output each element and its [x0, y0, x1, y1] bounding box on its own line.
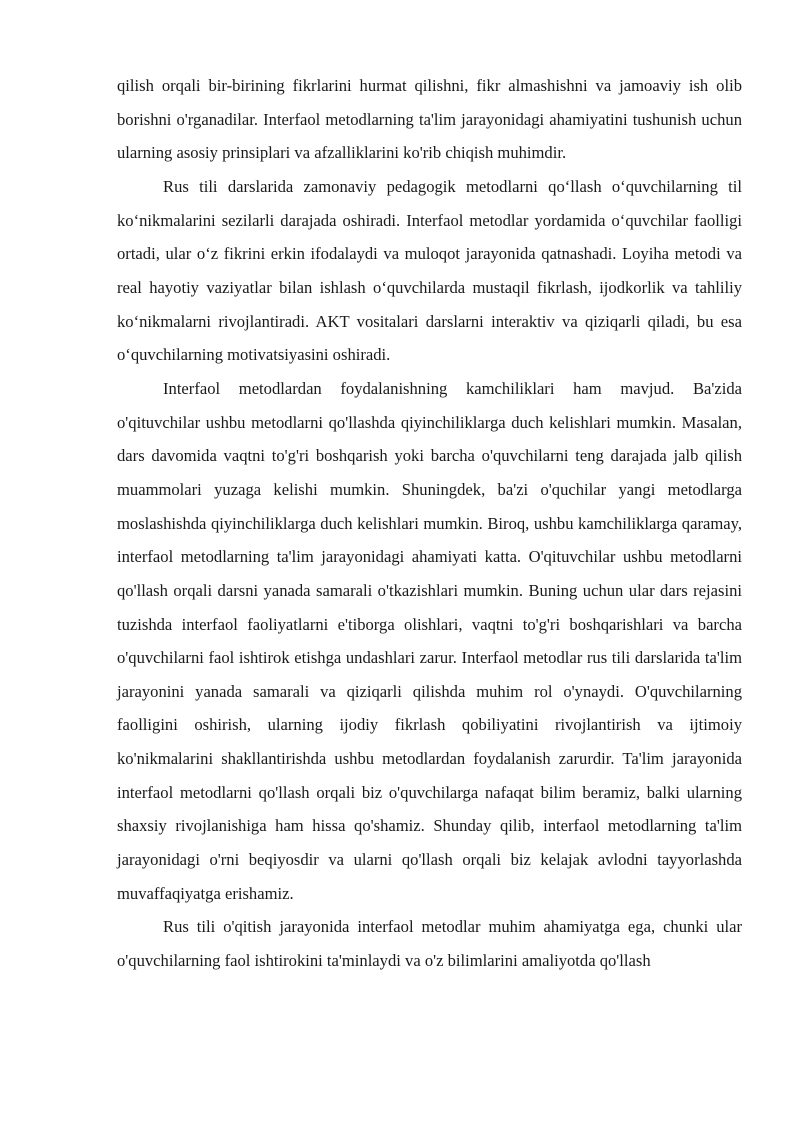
paragraph-modern-methods: Rus tili darslarida zamonaviy pedagogik metodlarni qo‘llash o‘quvchilarning til ko‘nikmalarini sezilarli darajada oshiradi. Interfaol metodlar yordamida o‘quvchilar faolligi ortadi, ular o‘z fikrini erkin ifodalaydi va muloqot jarayonida qatnashadi. Loyiha metodi va real hayotiy vaziyatlar bilan ishlash o‘quvchilarda mustaqil fikrlash, ijodkorlik va tahliliy ko‘nikmalarni rivojlantiradi. AKT vositalari darslarni interaktiv va qiziqarli qiladi, bu esa o‘quvchilarning motivatsiyasini oshiradi. [117, 176, 742, 365]
paragraph-continuation: qilish orqali bir-birining fikrlarini hurmat qilishni, fikr almashishni va jamoaviy ish olib borishni o'rganadilar. Interfaol metodlarning ta'lim jarayonidagi ahamiyatini tushunish uchun ularning asosiy prinsiplari va afzalliklarini ko'rib chiqish muhimdir. [117, 76, 742, 163]
paragraph-russian-teaching: Rus tili o'qitish jarayonida interfaol metodlar muhim ahamiyatga ega, chunki ular o'quvchilarning faol ishtirokini ta'minlaydi va o'z bilimlarini amaliyotda qo'llash [117, 917, 742, 971]
paragraph-drawbacks: Interfaol metodlardan foydalanishning kamchiliklari ham mavjud. Ba'zida o'qituvchilar ushbu metodlarni qo'llashda qiyinchiliklarga duch kelishlari mumkin. Masalan, dars davomida vaqtni to'g'ri boshqarish yoki barcha o'quvchilarni teng darajada jalb qilish muammolari yuzaga kelishi mumkin. Shuningdek, ba'zi o'quchilar yangi metodlarga moslashishda qiyinchiliklarga duch kelishlari mumkin. Biroq, ushbu kamchiliklarga qaramay, interfaol metodlarning ta'lim jarayonidagi ahamiyati katta. O'qituvchilar ushbu metodlarni qo'llash orqali darsni yanada samarali o'tkazishlari mumkin. Buning uchun ular dars rejasini tuzishda interfaol faoliyatlarni e'tiborga olishlari, vaqtni to'g'ri boshqarishlari va barcha o'quvchilarni faol ishtirok etishga undashlari zarur. Interfaol metodlar rus tili darslarida ta'lim jarayonini yanada samarali va qiziqarli qilishda muhim rol o'ynaydi. O'quvchilarning faolligini oshirish, ularning ijodiy fikrlash qobiliyatini rivojlantirish va ijtimoiy ko'nikmalarini shakllantirishda ushbu metodlardan foydalanish zarurdir. Ta'lim jarayonida interfaol metodlarni qo'llash orqali biz o'quvchilarga nafaqat bilim beramiz, balki ularning shaxsiy rivojlanishiga ham hissa qo'shamiz. Shunday qilib, interfaol metodlarning ta'lim jarayonidagi o'rni beqiyosdir va ularni qo'llash orqali biz kelajak avlodni tayyorlashda muvaffaqiyatga erishamiz. [117, 378, 742, 903]
body-text [117, 69, 742, 978]
